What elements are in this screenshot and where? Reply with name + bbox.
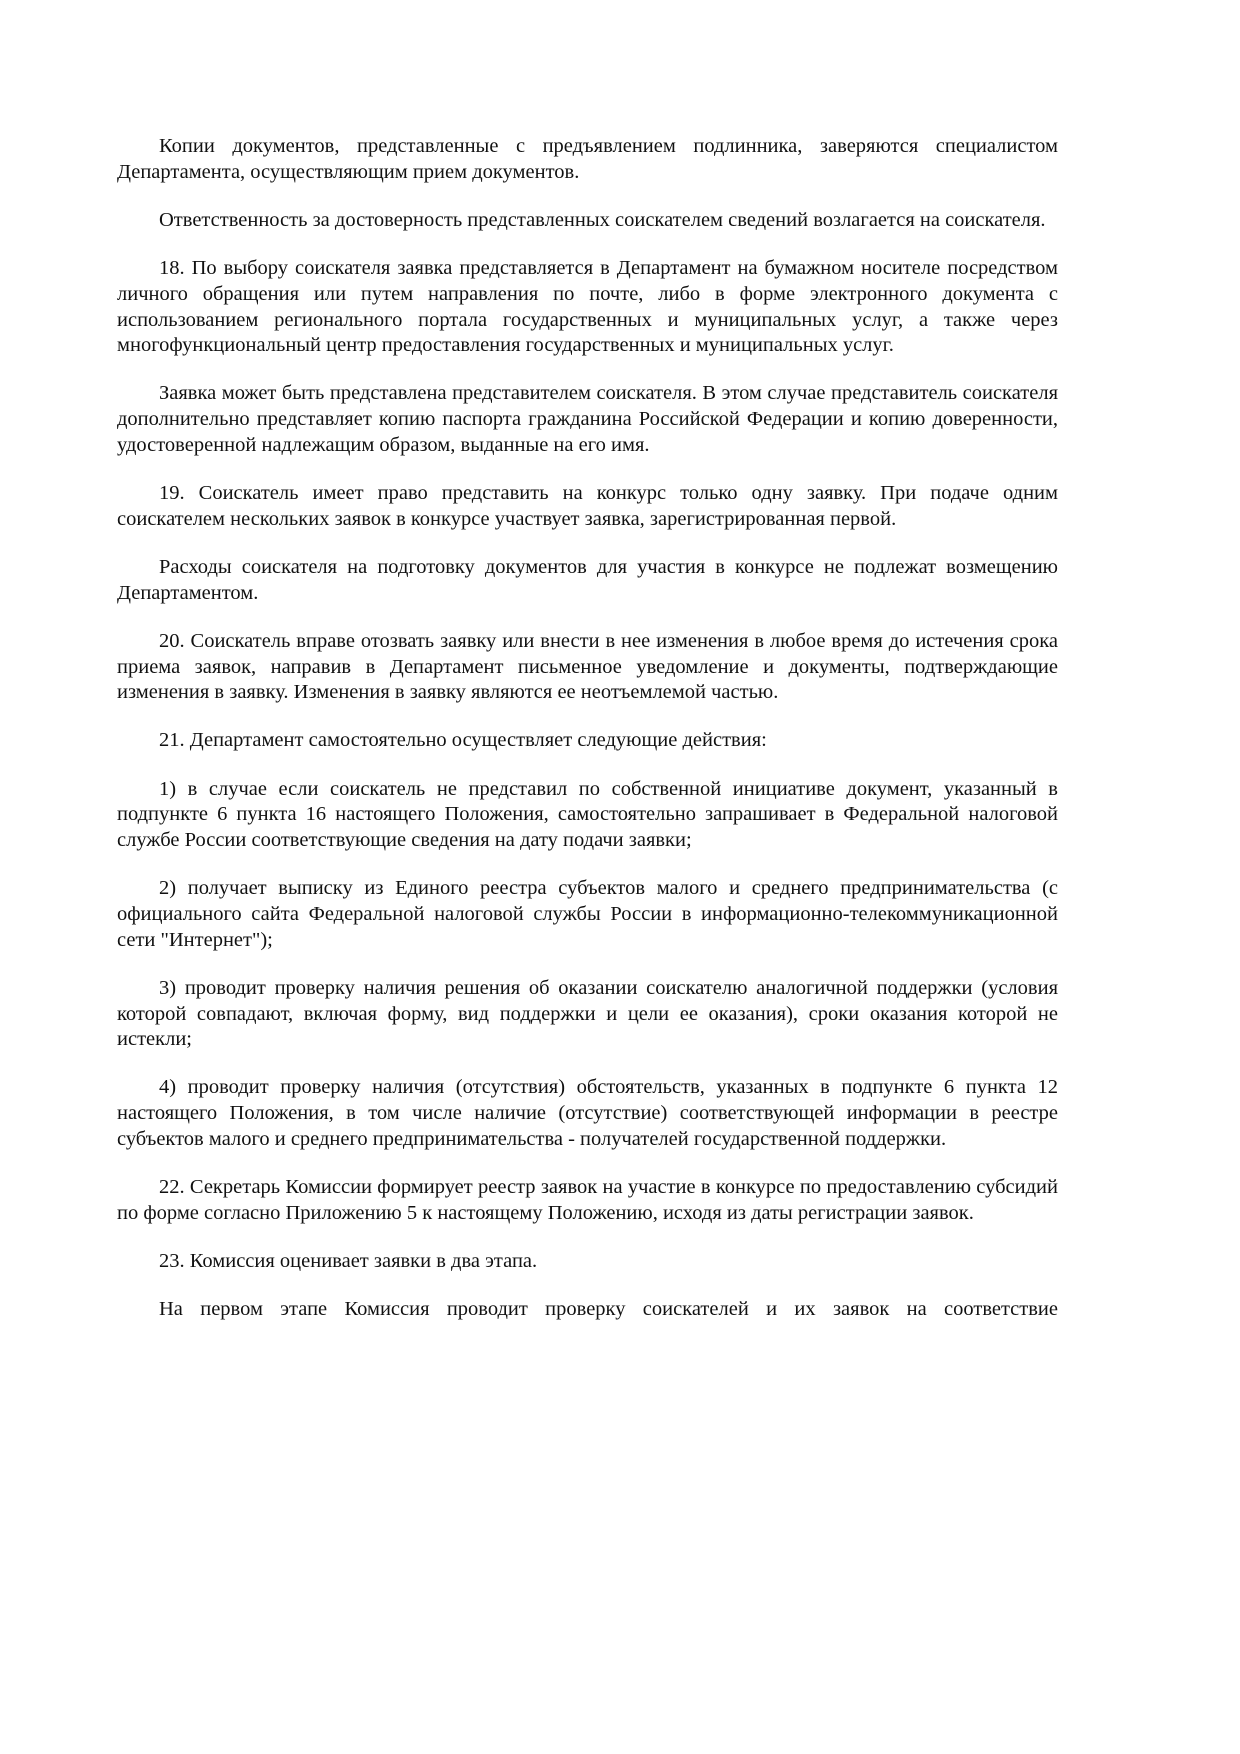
paragraph-19: 19. Соискатель имеет право представить на конкурс только одну заявку. При подаче одним соискателем нескольких заявок в конкурсе участвует заявка, зарегистрированная первой.	[117, 482, 1058, 530]
paragraph-21-item-2: 2) получает выписку из Единого реестра субъектов малого и среднего предпринимательства (с официального сайта Федеральной налоговой службы России в информационно-телекоммуникационной сети "Интернет");	[117, 877, 1058, 951]
paragraph-20: 20. Соискатель вправе отозвать заявку или внести в нее изменения в любое время до истечения срока приема заявок, направив в Департамент письменное уведомление и документы, подтверждающие изменения в заявку. Изменения в заявку являются ее неотъемлемой частью.	[117, 629, 1058, 704]
paragraph-21-item-4: 4) проводит проверку наличия (отсутствия) обстоятельств, указанных в подпункте 6 пункта 12 настоящего Положения, в том числе наличие (отсутствие) соответствующей информации в реестре субъектов малого и среднего предпринимательства - получателей государственной поддержки.	[117, 1076, 1058, 1150]
document-page	[117, 134, 1058, 1345]
paragraph-first-stage: На первом этапе Комиссия проводит проверку соискателей и их заявок на соответствие	[159, 1298, 1058, 1321]
paragraph-21: 21. Департамент самостоятельно осуществляет следующие действия:	[159, 729, 767, 752]
paragraph-21-item-1: 1) в случае если соискатель не представил по собственной инициативе документ, указанный в подпункте 6 пункта 16 настоящего Положения, самостоятельно запрашивает в Федеральной налоговой службе России соответствующие сведения на дату подачи заявки;	[117, 777, 1058, 852]
paragraph-21-item-3: 3) проводит проверку наличия решения об оказании соискателю аналогичной поддержки (условия которой совпадают, включая форму, вид поддержки и цели ее оказания), сроки оказания которой не истекли;	[117, 976, 1058, 1051]
paragraph-representative: Заявка может быть представлена представителем соискателя. В этом случае представитель соискателя дополнительно представляет копию паспорта гражданина Российской Федерации и копию доверенности, удостоверенной надлежащим образом, выданные на его имя.	[117, 382, 1058, 456]
paragraph-copies-certification: Копии документов, представленные с предъявлением подлинника, заверяются специалистом Департамента, осуществляющим прием документов.	[117, 135, 1058, 183]
paragraph-responsibility: Ответственность за достоверность представленных соискателем сведений возлагается на соискателя.	[159, 208, 1046, 231]
paragraph-22: 22. Секретарь Комиссии формирует реестр заявок на участие в конкурсе по предоставлению субсидий по форме согласно Приложению 5 к настоящему Положению, исходя из даты регистрации заявок.	[117, 1176, 1058, 1224]
paragraph-18: 18. По выбору соискателя заявка представляется в Департамент на бумажном носителе посредством личного обращения или путем направления по почте, либо в форме электронного документа с использованием регионального портала государственных и муниципальных услуг, а также через многофункциональный центр предоставления государственных и муниципальных услуг.	[117, 257, 1058, 357]
paragraph-23: 23. Комиссия оценивает заявки в два этапа.	[159, 1250, 538, 1272]
paragraph-expenses: Расходы соискателя на подготовку документов для участия в конкурсе не подлежат возмещению Департаментом.	[117, 555, 1058, 604]
